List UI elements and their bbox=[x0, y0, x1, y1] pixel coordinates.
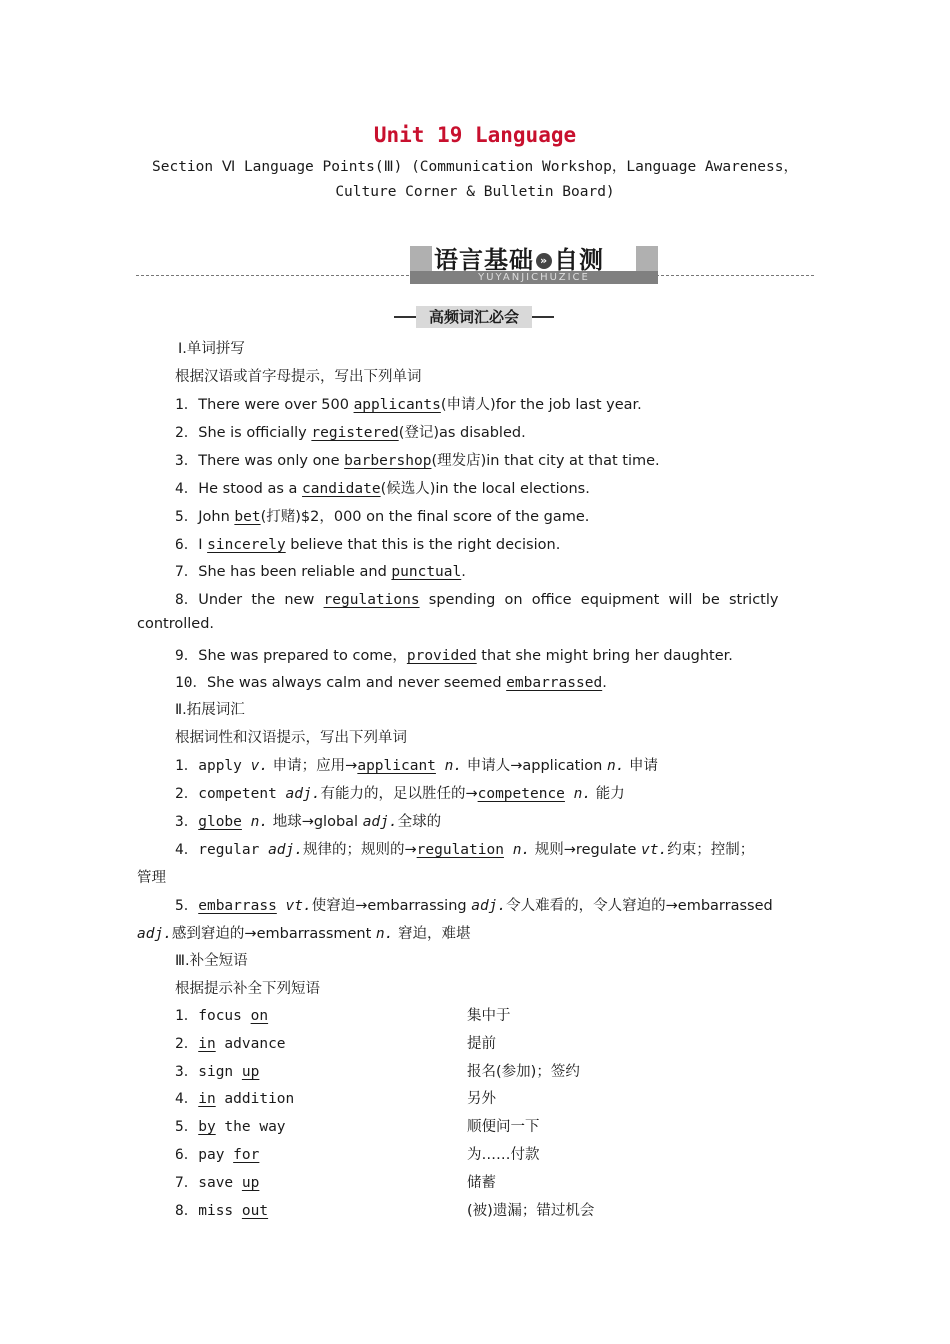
item-number: 6． bbox=[175, 537, 199, 553]
item-text-after: believe that this is the right decision. bbox=[285, 537, 561, 553]
text: 申请；应用→ bbox=[268, 758, 358, 774]
part1-instruction: 根据汉语或首字母提示，写出下列单词 bbox=[175, 369, 422, 385]
section-subtitle bbox=[130, 155, 820, 205]
answer-blank: provided bbox=[406, 648, 477, 664]
answer-blank: out bbox=[241, 1202, 269, 1219]
part1-item bbox=[175, 477, 590, 498]
part1-item bbox=[175, 560, 466, 581]
answer-blank: punctual bbox=[391, 564, 462, 580]
pos: adj. bbox=[137, 926, 172, 942]
item-text-after: (候选人)in the local elections. bbox=[380, 481, 590, 497]
phrase-item bbox=[175, 1143, 259, 1164]
part2-item-2 bbox=[175, 782, 625, 803]
answer-blank: applicants bbox=[353, 397, 441, 413]
phrase-item bbox=[175, 1004, 268, 1025]
item-number: 5． bbox=[175, 1119, 199, 1136]
chevron-right-icon: » bbox=[536, 253, 552, 269]
answer-blank: embarrassed bbox=[506, 675, 603, 691]
item-text-after: spending on office equipment will be strictly bbox=[419, 592, 779, 608]
part2-item-4-cont: 管理 bbox=[137, 870, 166, 886]
phrase-item bbox=[175, 1087, 294, 1108]
item-number: 10． bbox=[175, 675, 207, 691]
phrase-meaning: (被)遗漏；错过机会 bbox=[467, 1202, 595, 1219]
phrase-text-before: focus bbox=[198, 1008, 251, 1024]
banner-decoration-left bbox=[410, 246, 432, 272]
text: 全球的 bbox=[397, 814, 442, 830]
phrase-meaning: 顺便问一下 bbox=[467, 1119, 540, 1136]
item-number: 8． bbox=[175, 1202, 199, 1219]
banner-decoration-right bbox=[636, 246, 658, 272]
part3-instruction: 根据提示补全下列短语 bbox=[175, 981, 320, 997]
phrase-text-before: pay bbox=[198, 1147, 234, 1163]
text: 约束；控制； bbox=[667, 842, 755, 858]
pos: n. bbox=[375, 926, 394, 942]
text: 令人难看的，令人窘迫的→embarrassed bbox=[506, 898, 773, 914]
phrase-meaning: 储蓄 bbox=[467, 1174, 496, 1191]
phrase-text-before: save bbox=[198, 1174, 242, 1191]
phrase-meaning: 另外 bbox=[467, 1091, 496, 1108]
answer-blank: on bbox=[250, 1008, 269, 1024]
text: 申请人→application bbox=[462, 758, 607, 774]
answer-blank: in bbox=[198, 1091, 216, 1108]
part1-item bbox=[175, 588, 815, 609]
item-number: 2． bbox=[175, 1035, 199, 1052]
pos: n. bbox=[503, 842, 531, 858]
pos: adj. bbox=[362, 814, 398, 830]
text: 使窘迫→embarrassing bbox=[311, 898, 472, 914]
answer-blank: candidate bbox=[302, 481, 381, 497]
phrase-text-before: sign bbox=[198, 1063, 242, 1080]
item-text-before: John bbox=[198, 509, 235, 525]
part2-heading: Ⅱ.拓展词汇 bbox=[175, 702, 245, 718]
pos: n. bbox=[606, 758, 625, 774]
text: 1．apply bbox=[175, 758, 251, 774]
part1-item bbox=[175, 644, 733, 665]
part2-item-1 bbox=[175, 754, 658, 775]
pos: vt. bbox=[276, 898, 312, 914]
answer-blank: registered bbox=[311, 425, 399, 441]
text: 地球→global bbox=[268, 814, 363, 830]
banner-title-a: 语言基础 bbox=[434, 246, 534, 274]
answer-blank: up bbox=[241, 1174, 260, 1191]
part2-item-5 bbox=[175, 894, 773, 915]
text: 规则→regulate bbox=[530, 842, 642, 858]
part1-item bbox=[175, 421, 526, 442]
banner-pinyin: YUYANJICHUZICE bbox=[410, 271, 658, 284]
pos: adj. bbox=[285, 786, 321, 802]
phrase-item bbox=[175, 1199, 268, 1220]
item-number: 4． bbox=[175, 481, 199, 497]
phrase-meaning: 集中于 bbox=[467, 1008, 511, 1024]
item-text-after: . bbox=[602, 675, 607, 691]
answer-blank: in bbox=[198, 1035, 216, 1052]
part1-item bbox=[175, 393, 642, 414]
pos: adj. bbox=[268, 842, 303, 858]
answer: applicant bbox=[357, 758, 436, 774]
answer-blank: regulations bbox=[323, 592, 420, 608]
subtitle-line-2: Culture Corner & Bulletin Board) bbox=[335, 184, 615, 200]
part1-item bbox=[175, 671, 607, 692]
subtitle-line-1: Section Ⅵ Language Points(Ⅲ) (Communication Workshop，Language Awareness， bbox=[152, 159, 798, 175]
phrase-text-after: addition bbox=[215, 1091, 295, 1108]
phrase-text-after: advance bbox=[215, 1035, 286, 1052]
item-text-after: (理发店)in that city at that time. bbox=[431, 453, 660, 469]
item-number: 7． bbox=[175, 1174, 199, 1191]
phrase-item bbox=[175, 1032, 286, 1053]
part1-item bbox=[175, 449, 660, 470]
page-title: Unit 19 Language bbox=[373, 123, 577, 147]
pos: n. bbox=[564, 786, 592, 802]
text: 4．regular bbox=[175, 842, 269, 858]
item-number: 7． bbox=[175, 564, 199, 580]
banner-title bbox=[434, 240, 604, 275]
text: 能力 bbox=[591, 786, 625, 802]
phrase-text-after: the way bbox=[215, 1119, 286, 1136]
part2-item-3 bbox=[175, 810, 441, 831]
item-text-after: (打赌)$2，000 on the final score of the game. bbox=[260, 509, 590, 525]
text: 窘迫，难堪 bbox=[393, 926, 471, 942]
item-text-after: (登记)as disabled. bbox=[398, 425, 526, 441]
item-text-before: There were over 500 bbox=[198, 397, 354, 413]
pos: v. bbox=[250, 758, 269, 774]
item-text-before: He stood as a bbox=[198, 481, 303, 497]
pos: n. bbox=[435, 758, 463, 774]
part2-item-5-cont bbox=[137, 922, 470, 943]
answer-blank: bet bbox=[234, 509, 261, 525]
answer-blank: by bbox=[198, 1119, 216, 1136]
part1-item bbox=[137, 616, 214, 632]
item-number: 5． bbox=[175, 509, 199, 525]
pos: vt. bbox=[641, 842, 668, 858]
part1-item bbox=[175, 505, 589, 526]
phrase-meaning: 提前 bbox=[467, 1035, 496, 1052]
part3-heading: Ⅲ.补全短语 bbox=[175, 953, 248, 969]
section-label: 高频词汇必会 bbox=[416, 306, 532, 328]
phrase-item bbox=[175, 1060, 259, 1081]
phrase-text-before: miss bbox=[198, 1202, 242, 1219]
answer: regulation bbox=[416, 842, 504, 858]
item-number: 4． bbox=[175, 1091, 199, 1108]
section-label-rule-left bbox=[394, 316, 416, 318]
banner-title-b: 自测 bbox=[554, 246, 604, 274]
phrase-item bbox=[175, 1171, 259, 1192]
answer-blank: up bbox=[241, 1063, 260, 1080]
item-number: 1． bbox=[175, 397, 199, 413]
item-text-before: She was prepared to come， bbox=[198, 648, 407, 664]
item-text-after: . bbox=[461, 564, 466, 580]
item-text-before: Under the new bbox=[198, 592, 324, 608]
item-number: 1． bbox=[175, 1008, 199, 1024]
item-text-before: She is officially bbox=[198, 425, 312, 441]
text: 有能力的，足以胜任的→ bbox=[320, 786, 478, 802]
item-number: 8． bbox=[175, 592, 199, 608]
pos: n. bbox=[241, 814, 269, 830]
part1-item bbox=[175, 533, 560, 554]
phrase-meaning: 报名(参加)；签约 bbox=[467, 1063, 580, 1080]
phrase-meaning: 为……付款 bbox=[467, 1147, 540, 1163]
part2-instruction: 根据词性和汉语提示，写出下列单词 bbox=[175, 730, 407, 746]
item-text-after: that she might bring her daughter. bbox=[476, 648, 733, 664]
item-text-before: She was always calm and never seemed bbox=[206, 675, 507, 691]
item-number: 3． bbox=[175, 1063, 199, 1080]
text: 感到窘迫的→embarrassment bbox=[171, 926, 376, 942]
item-number: 3． bbox=[175, 453, 199, 469]
part2-item-4 bbox=[175, 838, 754, 859]
text: 3． bbox=[175, 814, 199, 830]
item-number: 9． bbox=[175, 648, 199, 664]
phrase-item bbox=[175, 1115, 286, 1136]
item-text-before: controlled. bbox=[137, 616, 215, 632]
item-text-after: (申请人)for the job last year. bbox=[440, 397, 642, 413]
answer: competence bbox=[477, 786, 565, 802]
part1-heading: Ⅰ.单词拼写 bbox=[178, 341, 245, 357]
answer-blank: for bbox=[233, 1147, 260, 1163]
section-label-box bbox=[394, 306, 554, 328]
item-text-before: I bbox=[198, 537, 208, 553]
item-text-before: She has been reliable and bbox=[198, 564, 392, 580]
text: 2．competent bbox=[175, 786, 286, 802]
text: 5． bbox=[175, 898, 199, 914]
answer-blank: sincerely bbox=[207, 537, 286, 553]
answer: embarrass bbox=[198, 898, 277, 914]
text: 规律的；规则的→ bbox=[303, 842, 417, 858]
text: 申请 bbox=[624, 758, 659, 774]
item-text-before: There was only one bbox=[198, 453, 345, 469]
item-number: 6． bbox=[175, 1147, 199, 1163]
item-number: 2． bbox=[175, 425, 199, 441]
answer: globe bbox=[198, 814, 242, 830]
section-label-rule-right bbox=[532, 316, 554, 318]
pos: adj. bbox=[471, 898, 507, 914]
answer-blank: barbershop bbox=[344, 453, 432, 469]
